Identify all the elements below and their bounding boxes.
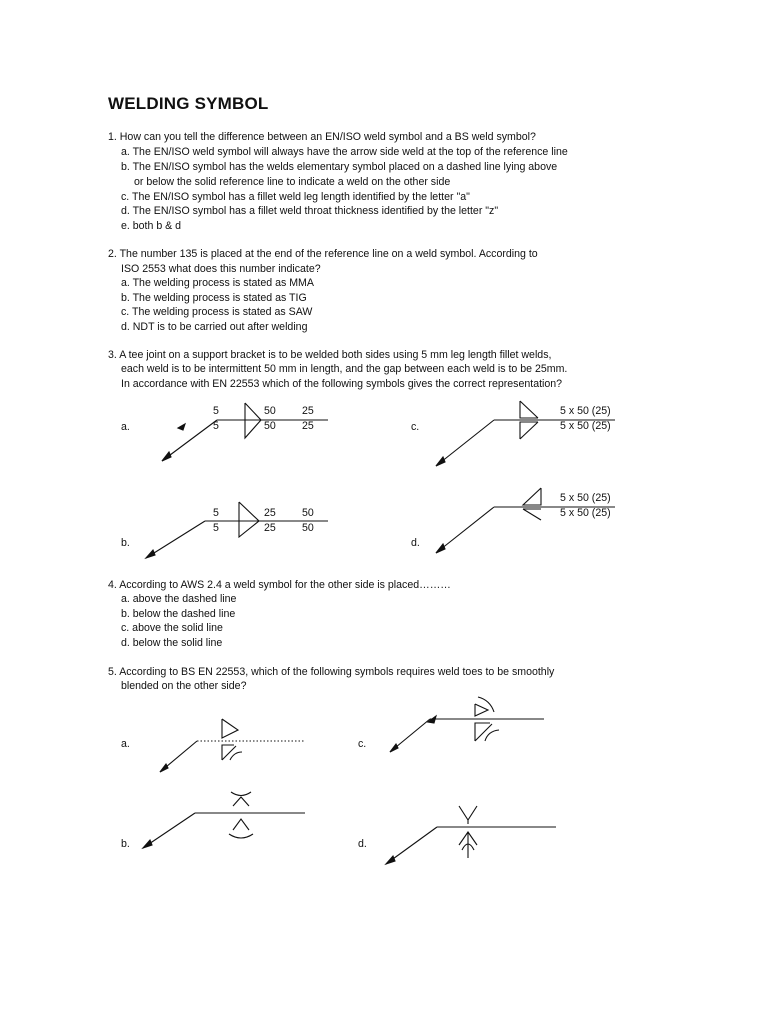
- q3-d-top-dims: 5 x 50 (25): [560, 492, 611, 504]
- q5-figure-a-symbol: [160, 719, 304, 772]
- q5-figure-c-label: c.: [358, 738, 367, 750]
- question-5-stem-cont: blended on the other side?: [121, 680, 247, 692]
- question-1-option-b-cont: or below the solid reference line to indicate a weld on the other side: [134, 176, 451, 188]
- question-1-option-c: c. The EN/ISO symbol has a fillet weld leg length identified by the letter "a": [121, 191, 470, 203]
- q5-figure-d-label: d.: [358, 838, 367, 850]
- q3-c-bottom-dims: 5 x 50 (25): [560, 420, 611, 432]
- question-2-option-c: c. The welding process is stated as SAW: [121, 306, 313, 318]
- q3-figure-d-label: d.: [411, 537, 420, 549]
- q3-b-bottom-length: 25: [264, 522, 276, 534]
- question-4-option-b: b. below the dashed line: [121, 608, 236, 620]
- question-3-stem-cont-1: each weld is to be intermittent 50 mm in length, and the gap between each weld is to be 25mm.: [121, 363, 568, 375]
- q3-figure-a-label: a.: [121, 421, 130, 433]
- q3-a-bottom-gap: 25: [302, 420, 314, 432]
- q3-figure-c-label: c.: [411, 421, 420, 433]
- q3-figure-b-symbol: [146, 502, 328, 558]
- q3-a-bottom-leg: 5: [213, 420, 219, 432]
- question-3-stem: 3. A tee joint on a support bracket is to be welded both sides using 5 mm leg length fillet welds,: [108, 349, 552, 361]
- q3-b-top-length: 25: [264, 507, 276, 519]
- question-2-stem: 2. The number 135 is placed at the end of the reference line on a weld symbol. According to: [108, 248, 538, 260]
- question-1-stem: 1. How can you tell the difference between an EN/ISO weld symbol and a BS weld symbol?: [108, 131, 536, 143]
- q5-figure-a-label: a.: [121, 738, 130, 750]
- question-1-option-e: e. both b & d: [121, 220, 182, 232]
- question-1-option-a: a. The EN/ISO weld symbol will always have the arrow side weld at the top of the reference line: [121, 146, 568, 158]
- q3-b-bottom-leg: 5: [213, 522, 219, 534]
- question-2-option-b: b. The welding process is stated as TIG: [121, 292, 307, 304]
- question-1-option-b: b. The EN/ISO symbol has the welds elementary symbol placed on a dashed line lying above: [121, 161, 558, 173]
- q3-a-top-gap: 25: [302, 405, 314, 417]
- q3-b-top-leg: 5: [213, 507, 219, 519]
- q5-figure-b-symbol: [143, 792, 305, 848]
- question-4-option-a: a. above the dashed line: [121, 593, 237, 605]
- question-3-stem-cont-2: In accordance with EN 22553 which of the following symbols gives the correct representation?: [121, 378, 563, 390]
- q3-c-top-dims: 5 x 50 (25): [560, 405, 611, 417]
- q5-figure-b-label: b.: [121, 838, 130, 850]
- question-2-option-d: d. NDT is to be carried out after welding: [121, 321, 308, 333]
- question-4-option-d: d. below the solid line: [121, 637, 223, 649]
- q3-b-top-gap: 50: [302, 507, 314, 519]
- question-4-option-c: c. above the solid line: [121, 622, 223, 634]
- page-title: WELDING SYMBOL: [108, 94, 269, 113]
- question-4-stem: 4. According to AWS 2.4 a weld symbol for the other side is placed………: [108, 579, 451, 591]
- question-2-option-a: a. The welding process is stated as MMA: [121, 277, 314, 289]
- question-1-option-d: d. The EN/ISO symbol has a fillet weld throat thickness identified by the letter "z": [121, 205, 499, 217]
- question-2-stem-cont: ISO 2553 what does this number indicate?: [121, 263, 321, 275]
- question-5-stem: 5. According to BS EN 22553, which of the following symbols requires weld toes to be smoothly: [108, 666, 555, 678]
- q3-a-top-leg: 5: [213, 405, 219, 417]
- q3-a-top-length: 50: [264, 405, 276, 417]
- q3-a-bottom-length: 50: [264, 420, 276, 432]
- q3-b-bottom-gap: 50: [302, 522, 314, 534]
- q3-d-bottom-dims: 5 x 50 (25): [560, 507, 611, 519]
- q5-figure-c-symbol: [390, 697, 544, 752]
- q3-figure-b-label: b.: [121, 537, 130, 549]
- q5-figure-d-symbol: [386, 806, 556, 864]
